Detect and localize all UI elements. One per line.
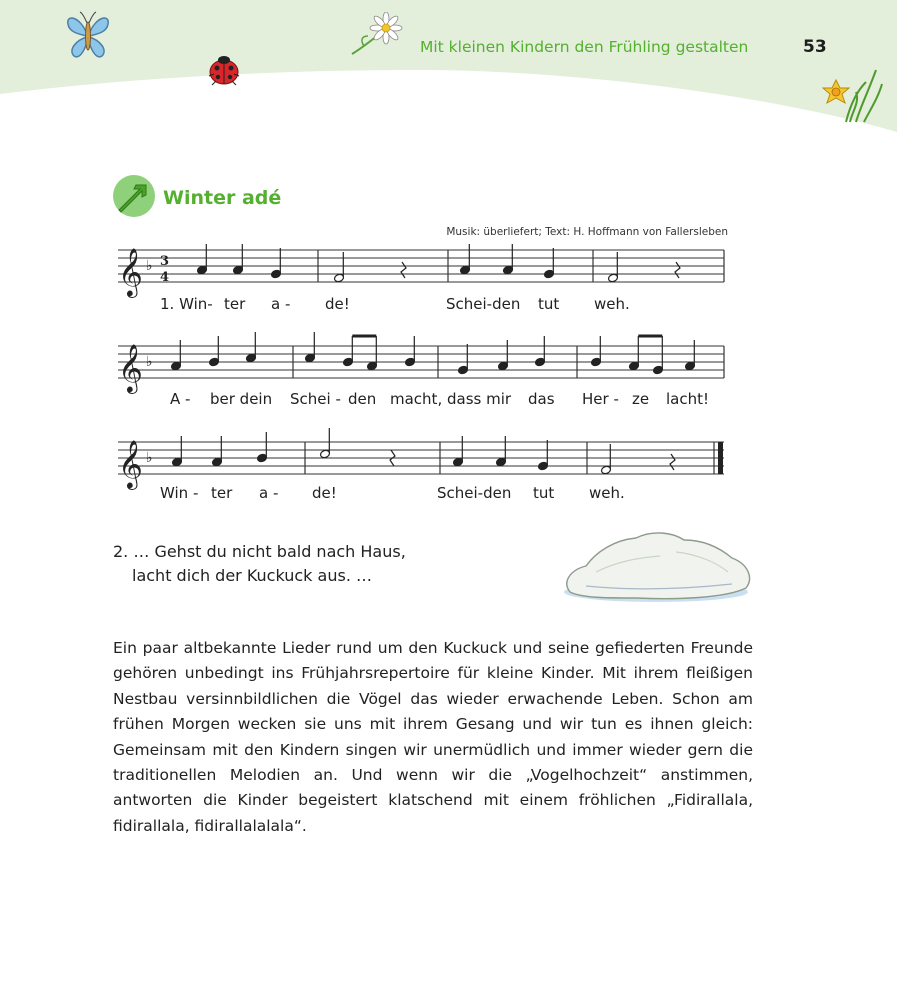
daisy-icon: [348, 12, 404, 58]
time-sig-bottom: 4: [160, 270, 170, 285]
lyric-syllable: a -: [271, 295, 291, 313]
lyric-syllable: Schei -: [290, 390, 341, 408]
verse-2: [113, 540, 406, 588]
lyric-syllable: tut: [533, 484, 555, 502]
running-title: Mit kleinen Kindern den Frühling gestalten: [420, 38, 749, 56]
lyric-syllable: ter: [224, 295, 246, 313]
flat-sign: ♭: [146, 450, 153, 466]
lyric-syllable: weh.: [594, 295, 630, 313]
butterfly-icon: [62, 10, 114, 60]
lyric-syllable: ze: [632, 390, 650, 408]
lyric-syllable: a -: [259, 484, 279, 502]
time-sig-top: 3: [160, 254, 170, 269]
lyric-syllable: ter: [211, 484, 233, 502]
page-number: 53: [803, 37, 827, 57]
treble-clef: 𝄞: [118, 343, 143, 392]
lyric-syllable: tut: [538, 295, 560, 313]
lyric-syllable: Schei-den: [446, 295, 521, 313]
lyric-syllable: Her -: [582, 390, 619, 408]
ladybug-icon: [204, 52, 244, 88]
treble-clef: 𝄞: [118, 439, 143, 488]
lyric-syllable: dass mir: [447, 390, 512, 408]
lyric-syllable: Schei-den: [437, 484, 512, 502]
music-arrow-icon: [112, 174, 156, 218]
song-title: Winter adé: [163, 187, 282, 209]
flat-sign: ♭: [146, 258, 153, 274]
verse-2-line-1: 2. … Gehst du nicht bald nach Haus,: [113, 542, 406, 561]
header-band: [0, 0, 897, 140]
verse-2-line-2: lacht dich der Kuckuck aus. …: [132, 566, 372, 585]
treble-clef: 𝄞: [118, 247, 143, 296]
lyric-syllable: macht,: [390, 390, 443, 408]
song-credits: Musik: überliefert; Text: H. Hoffmann von Fallersleben: [446, 226, 728, 238]
body-paragraph-text: Ein paar altbekannte Lieder rund um den Kuckuck und seine gefiederten Freunde gehören unbedingt ins Frühjahrsrepertoire für kleine Kinder. Mit ihrem fleißigen Nestbau versinnbildlichen die Vögel das wieder erwachende Leben. Schon am frühen Morgen wecken sie uns mit ihrem Gesang und wir tun es ihnen gleich: Gemeinsam mit den Kindern singen wir unermüdlich und immer wieder gern die traditionellen Melodien an. Und wenn wir die „Vogelhochzeit“ anstimmen, antworten die Kinder begeistert klatschend mit einem fröhlichen „Fidirallala, fidirallala, fidirallalalala“.: [113, 639, 753, 835]
lyric-syllable: A -: [170, 390, 191, 408]
lyric-syllable: weh.: [589, 484, 625, 502]
lyric-syllable: den: [348, 390, 377, 408]
flat-sign: ♭: [146, 354, 153, 370]
final-barline: [718, 442, 723, 474]
lyric-syllable: ber dein: [210, 390, 273, 408]
lyric-syllable: 1. Win-: [160, 295, 213, 313]
lyric-syllable: de!: [325, 295, 350, 313]
lyric-syllable: Win -: [160, 484, 199, 502]
lyric-syllable: lacht!: [666, 390, 710, 408]
lyric-syllable: das: [528, 390, 555, 408]
lyric-syllable: de!: [312, 484, 337, 502]
daffodil-icon: [816, 62, 886, 124]
body-paragraph: [113, 636, 753, 839]
snow-patch-illustration: [556, 522, 764, 610]
